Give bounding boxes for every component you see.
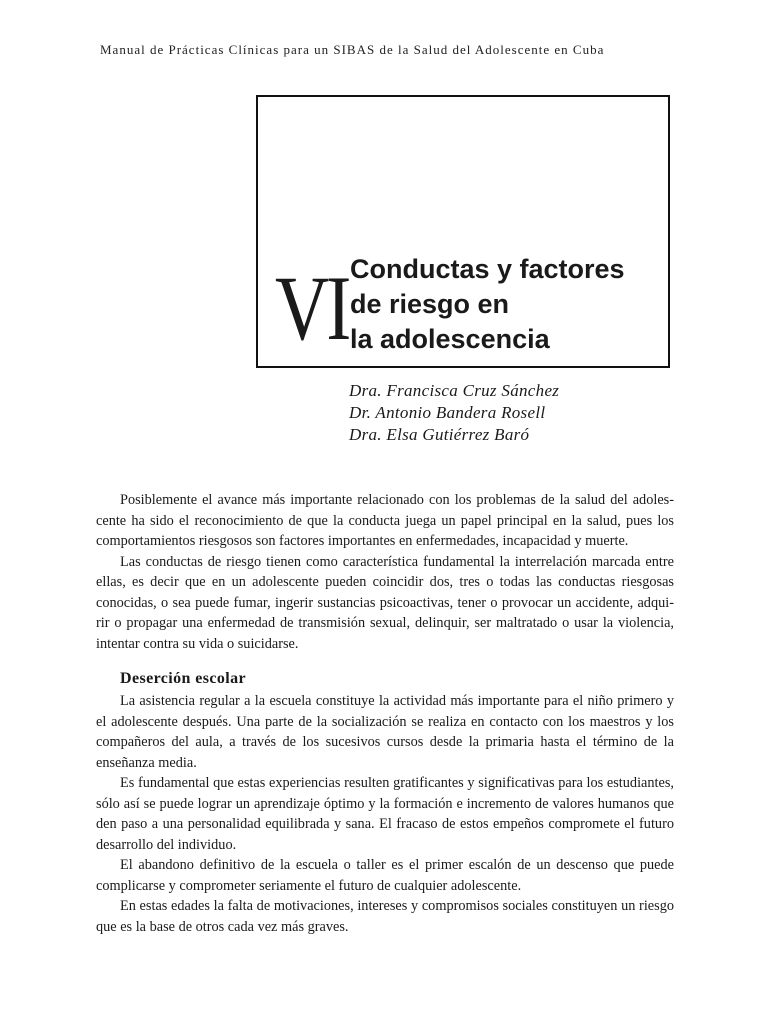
section-paragraph: En estas edades la falta de motivaciones, intereses y compromisos sociales constituyen un riesgo que es la base de otros cada vez más graves. (96, 898, 674, 935)
author-list (349, 380, 559, 446)
author-name: Dr. Antonio Bandera Rosell (349, 403, 546, 422)
running-header-text: Manual de Prácticas Clínicas para un SIBAS de la Salud del Adolescente en Cuba (100, 42, 605, 57)
section-paragraph: Es fundamental que estas experiencias resulten gratificantes y significativas para los estudiantes, sólo así se puede lograr un aprendizaje óptimo y la formación e incremento de valores humanos que den paso a una personalidad equilibrada y sana. El fracaso de estos empeños compromete el futuro desarrollo del individuo. (96, 775, 674, 853)
chapter-title-line: la adolescencia (350, 324, 550, 354)
chapter-title (350, 252, 670, 357)
chapter-title-line: de riesgo en (350, 289, 510, 319)
chapter-title-line: Conductas y factores (350, 254, 625, 284)
running-header (100, 42, 660, 62)
intro-paragraph: Las conductas de riesgo tienen como característica fundamental la interrelación marcada entre ellas, es decir que en un adolescente pueden coincidir dos, tres o todas las conductas riesgosas conocidas, o sea puede fumar, ingerir sustancias psicoactivas, tener o provocar un accidente, adqui- rir o propagar una enfermedad de transmisión sexual, delinquir, ser maltratado o usar la violencia, intentar contra su vida o suicidarse. (96, 553, 674, 652)
author-name: Dra. Elsa Gutiérrez Baró (349, 425, 530, 444)
section-heading: Deserción escolar (120, 670, 247, 687)
author-name: Dra. Francisca Cruz Sánchez (349, 381, 560, 400)
section-paragraph: El abandono definitivo de la escuela o taller es el primer escalón de un descenso que puede complicarse y comprometer seriamente el futuro de cualquier adolescente. (96, 857, 674, 894)
chapter-numeral: VI (275, 257, 349, 359)
section-paragraph: La asistencia regular a la escuela constituye la actividad más importante para el niño primero y el adolescente después. Una parte de la socialización se realiza en contacto con los maestros y los compañeros del aula, a través de los sucesivos cursos desde la primaria hasta el término de la enseñanza media. (96, 693, 674, 771)
intro-paragraph: Posiblemente el avance más importante relacionado con los problemas de la salud del adoles- cente ha sido el reconocimiento de que la conducta juega un papel principal en la salud, pues los comportamientos riesgosos son factores importantes en enfermedades, incapacidad y muerte. (96, 492, 674, 549)
body-text (96, 490, 674, 937)
